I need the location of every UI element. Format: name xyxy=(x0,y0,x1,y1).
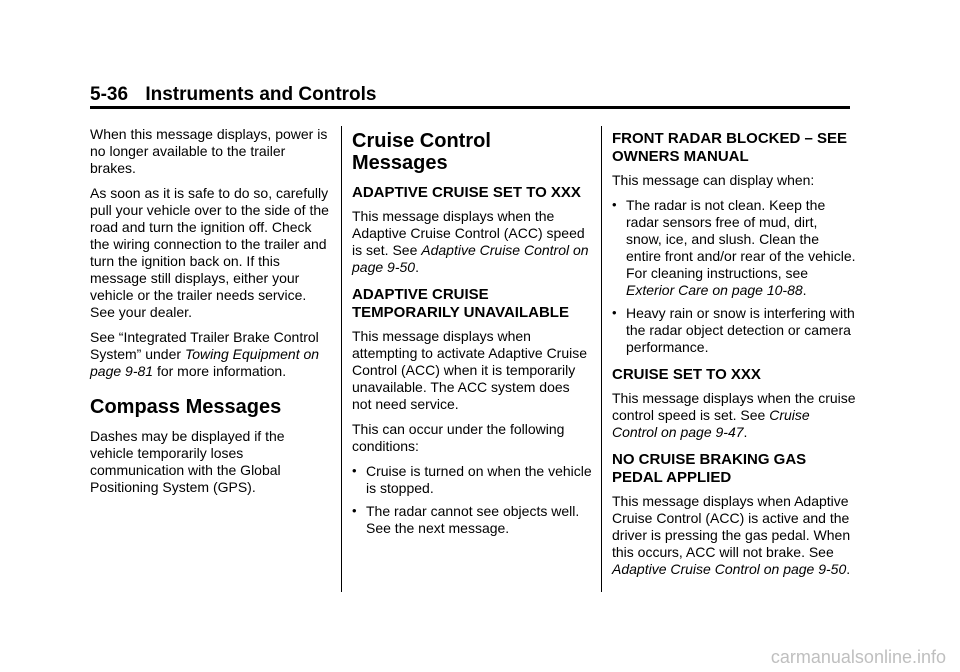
adaptive-cruise-link-2[interactable]: Adaptive Cruise Control on page 9-50 xyxy=(612,561,847,577)
see-also-paragraph xyxy=(90,329,330,380)
radar-clean-text: The radar is not clean. Keep the radar sensors free of mud, dirt, snow, ice, and slush. Clean the entire front and/or rear of the vehicle. For cleaning instructions, see xyxy=(626,197,856,281)
unavailable-paragraph: This message displays when attempting to activate Adaptive Cruise Control (ACC) when it is temporarily unavailable. The ACC system does not need service. xyxy=(352,328,588,412)
column-2 xyxy=(352,126,592,543)
no-cruise-braking-heading: NO CRUISE BRAKING GAS PEDAL APPLIED xyxy=(612,451,807,486)
trailer-brake-paragraph: When this message displays, power is no longer available to the trailer brakes. xyxy=(90,126,328,176)
watermark: carmanualsonline.info xyxy=(770,647,946,667)
cruise-set-tail: . xyxy=(743,424,748,440)
list-item xyxy=(612,197,856,299)
no-brake-paragraph xyxy=(612,493,856,578)
column-1 xyxy=(90,126,330,504)
set-text: This message displays when the Adaptive Cruise Control (ACC) speed is set. See xyxy=(352,208,585,258)
adaptive-cruise-set-paragraph xyxy=(352,208,592,276)
page-number: 5-36 xyxy=(90,84,129,105)
cruise-set-paragraph xyxy=(612,390,856,441)
cruise-set-heading: CRUISE SET TO XXX xyxy=(612,366,761,383)
list-item: • The radar cannot see objects well. See the next message. xyxy=(352,503,592,537)
adaptive-cruise-set-heading: ADAPTIVE CRUISE SET TO XXX xyxy=(352,184,581,201)
list-item: • Cruise is turned on when the vehicle is stopped. xyxy=(352,463,592,497)
compass-messages-heading: Compass Messages xyxy=(90,396,282,418)
radar-paragraph: This message can display when: xyxy=(612,172,815,188)
temporarily-unavailable-heading: ADAPTIVE CRUISE TEMPORARILY UNAVAILABLE xyxy=(352,286,569,321)
towing-equipment-link[interactable]: Towing Equipment on page 9-81 xyxy=(90,346,320,379)
exterior-care-link[interactable]: Exterior Care on page 10-88 xyxy=(626,282,803,298)
cruise-set-text: This message displays when the cruise control speed is set. See xyxy=(612,390,856,423)
section-title: Instruments and Controls xyxy=(145,84,377,105)
radar-list xyxy=(612,197,856,356)
list-item: • Heavy rain or snow is interfering with the radar object detection or camera performance. xyxy=(612,305,856,356)
front-radar-blocked-heading: FRONT RADAR BLOCKED – SEE OWNERS MANUAL xyxy=(612,130,848,165)
cruise-control-link[interactable]: Cruise Control on page 9-47 xyxy=(612,407,810,440)
adaptive-cruise-link[interactable]: Adaptive Cruise Control on page 9-50 xyxy=(352,242,589,275)
pull-over-paragraph: As soon as it is safe to do so, carefully pull your vehicle over to the side of the road and turn the ignition off. Check the wiring connection to the trailer and turn the ignition back on. If this message still displays, either your vehicle or the trailer needs service. See your dealer. xyxy=(90,185,329,320)
conditions-paragraph: This can occur under the following conditions: xyxy=(352,421,565,454)
no-brake-text: This message displays when Adaptive Cruise Control (ACC) is active and the driver is pressing the gas pedal. When this occurs, ACC will not brake. See xyxy=(612,493,851,560)
radar-clean-tail: . xyxy=(802,282,807,298)
set-tail: . xyxy=(415,259,419,275)
page-header xyxy=(90,84,377,106)
no-brake-tail: . xyxy=(846,561,851,577)
header-rule xyxy=(90,106,850,109)
column-divider-1 xyxy=(341,126,342,592)
conditions-list xyxy=(352,463,592,537)
column-divider-2 xyxy=(601,126,602,592)
column-3 xyxy=(612,126,856,586)
cruise-control-messages-heading: Cruise Control Messages xyxy=(352,130,491,174)
see-also-tail: for more information. xyxy=(153,363,287,379)
see-also-text: See “Integrated Trailer Brake Control System” under xyxy=(90,329,319,362)
compass-paragraph: Dashes may be displayed if the vehicle temporarily loses communication with the Global Positioning System (GPS). xyxy=(90,428,285,495)
